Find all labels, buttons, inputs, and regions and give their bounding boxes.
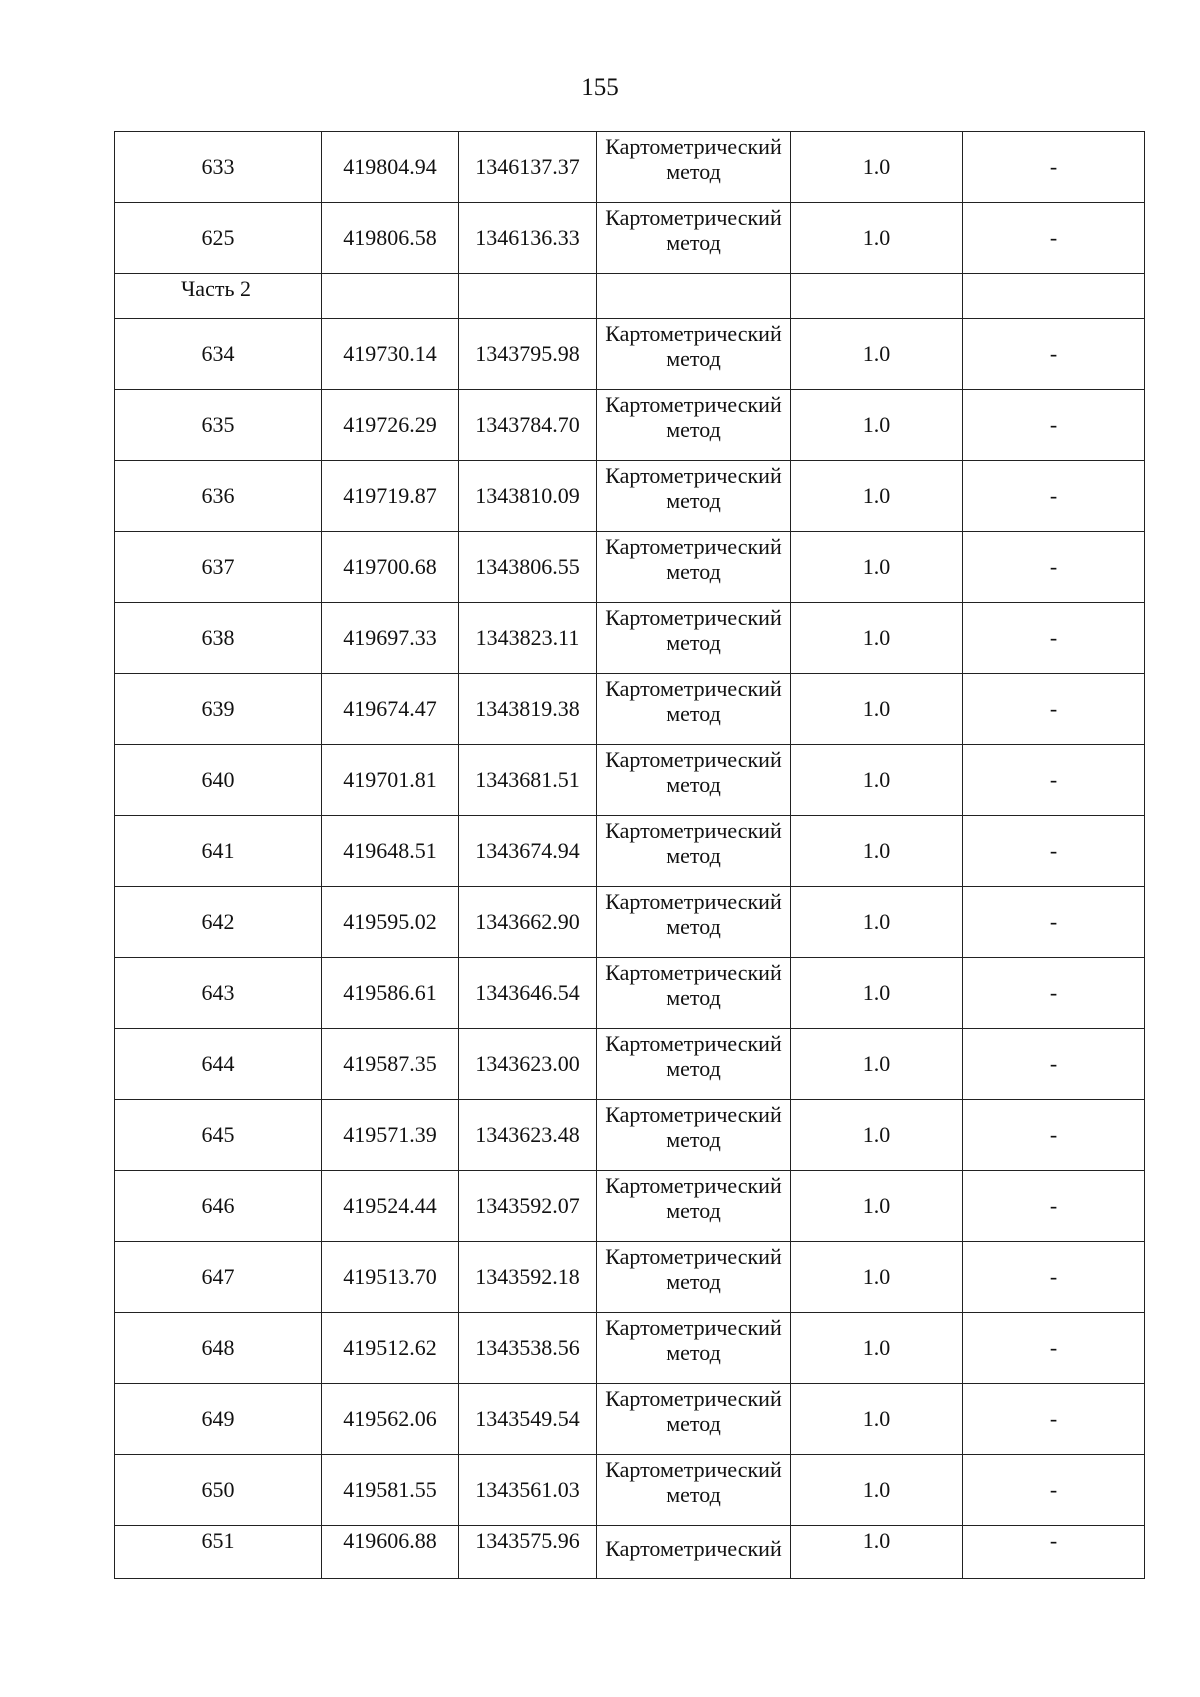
accuracy-cell: 1.0: [791, 132, 963, 203]
method-line-1: Картометрический: [605, 1315, 782, 1340]
note-cell: -: [963, 1171, 1145, 1242]
x-coordinate-cell: 419700.68: [322, 532, 459, 603]
note-cell: -: [963, 203, 1145, 274]
x-coordinate-cell: 419586.61: [322, 958, 459, 1029]
method-line-2: метод: [666, 346, 721, 372]
method-line-1: Картометрический: [605, 534, 782, 559]
x-coordinate-cell: 419806.58: [322, 203, 459, 274]
x-coordinate-cell: 419804.94: [322, 132, 459, 203]
empty-cell: [322, 274, 459, 319]
method-line-1: Картометрический: [605, 818, 782, 843]
note-cell: -: [963, 1100, 1145, 1171]
table-row: [115, 1313, 1145, 1384]
method-line-2: метод: [666, 488, 721, 514]
method-cell: [597, 1526, 791, 1579]
x-coordinate-cell: 419701.81: [322, 745, 459, 816]
accuracy-cell: 1.0: [791, 1029, 963, 1100]
table-row: [115, 816, 1145, 887]
method-cell: [597, 745, 791, 816]
accuracy-cell: 1.0: [791, 461, 963, 532]
x-coordinate-cell: 419595.02: [322, 887, 459, 958]
table-row: [115, 1100, 1145, 1171]
method-line-1: Картометрический: [605, 321, 782, 346]
empty-cell: [791, 274, 963, 319]
point-id-cell: 645: [115, 1100, 322, 1171]
accuracy-cell: 1.0: [791, 745, 963, 816]
accuracy-cell: 1.0: [791, 887, 963, 958]
empty-cell: [963, 274, 1145, 319]
point-id-cell: 637: [115, 532, 322, 603]
y-coordinate-cell: 1343623.48: [459, 1100, 597, 1171]
x-coordinate-cell: 419726.29: [322, 390, 459, 461]
method-line-2: метод: [666, 630, 721, 656]
y-coordinate-cell: 1343823.11: [459, 603, 597, 674]
method-line-2: метод: [666, 1198, 721, 1224]
x-coordinate-cell: 419512.62: [322, 1313, 459, 1384]
method-line-1: Картометрический: [605, 676, 782, 701]
y-coordinate-cell: 1343795.98: [459, 319, 597, 390]
method-cell: [597, 1455, 791, 1526]
y-coordinate-cell: 1343662.90: [459, 887, 597, 958]
method-line-1: Картометрический: [605, 392, 782, 417]
table-row: [115, 958, 1145, 1029]
point-id-cell: 648: [115, 1313, 322, 1384]
note-cell: -: [963, 674, 1145, 745]
page-number: 155: [581, 74, 619, 101]
note-cell: -: [963, 745, 1145, 816]
method-line-1: Картометрический: [605, 205, 782, 230]
method-cell: [597, 461, 791, 532]
method-line-1: Картометрический: [605, 463, 782, 488]
table-row: [115, 1242, 1145, 1313]
table-row: [115, 745, 1145, 816]
method-line-1: Картометрический: [605, 134, 782, 159]
point-id-cell: 640: [115, 745, 322, 816]
part-label: Часть 2: [115, 274, 322, 319]
x-coordinate-cell: 419562.06: [322, 1384, 459, 1455]
method-line-1: Картометрический: [605, 1173, 782, 1198]
point-id-cell: 651: [115, 1526, 322, 1579]
note-cell: -: [963, 1313, 1145, 1384]
note-cell: -: [963, 461, 1145, 532]
accuracy-cell: 1.0: [791, 958, 963, 1029]
table-row: [115, 132, 1145, 203]
method-line-2: метод: [666, 1056, 721, 1082]
method-cell: [597, 1171, 791, 1242]
method-cell: [597, 319, 791, 390]
point-id-cell: 634: [115, 319, 322, 390]
table-body: [115, 132, 1145, 1579]
point-id-cell: 633: [115, 132, 322, 203]
method-line-1: Картометрический: [605, 889, 782, 914]
note-cell: -: [963, 603, 1145, 674]
table-row: [115, 674, 1145, 745]
point-id-cell: 625: [115, 203, 322, 274]
method-line-2: метод: [666, 914, 721, 940]
y-coordinate-cell: 1343592.18: [459, 1242, 597, 1313]
method-line-1: Картометрический: [605, 1031, 782, 1056]
note-cell: -: [963, 319, 1145, 390]
method-line-1: Картометрический: [605, 1386, 782, 1411]
x-coordinate-cell: 419674.47: [322, 674, 459, 745]
method-line-2: метод: [666, 1269, 721, 1295]
y-coordinate-cell: 1343681.51: [459, 745, 597, 816]
method-line-2: метод: [666, 1127, 721, 1153]
x-coordinate-cell: 419571.39: [322, 1100, 459, 1171]
method-line-2: метод: [666, 843, 721, 869]
method-cell: [597, 958, 791, 1029]
empty-cell: [597, 274, 791, 319]
accuracy-cell: 1.0: [791, 390, 963, 461]
x-coordinate-cell: 419648.51: [322, 816, 459, 887]
accuracy-cell: 1.0: [791, 816, 963, 887]
table-row: [115, 603, 1145, 674]
method-cell: [597, 1242, 791, 1313]
method-line-1: Картометрический: [605, 960, 782, 985]
accuracy-cell: 1.0: [791, 319, 963, 390]
note-cell: -: [963, 1242, 1145, 1313]
accuracy-cell: 1.0: [791, 1313, 963, 1384]
accuracy-cell: 1.0: [791, 1455, 963, 1526]
method-line-1: Картометрический: [605, 1536, 782, 1561]
x-coordinate-cell: 419730.14: [322, 319, 459, 390]
note-cell: -: [963, 1029, 1145, 1100]
point-id-cell: 641: [115, 816, 322, 887]
method-cell: [597, 132, 791, 203]
method-cell: [597, 816, 791, 887]
accuracy-cell: 1.0: [791, 1384, 963, 1455]
x-coordinate-cell: 419697.33: [322, 603, 459, 674]
accuracy-cell: 1.0: [791, 1526, 963, 1579]
y-coordinate-cell: 1343806.55: [459, 532, 597, 603]
method-line-1: Картометрический: [605, 1102, 782, 1127]
method-line-2: метод: [666, 417, 721, 443]
table-row: [115, 203, 1145, 274]
method-cell: [597, 532, 791, 603]
method-cell: [597, 390, 791, 461]
note-cell: -: [963, 390, 1145, 461]
accuracy-cell: 1.0: [791, 1171, 963, 1242]
table-row: [115, 1384, 1145, 1455]
point-id-cell: 642: [115, 887, 322, 958]
point-id-cell: 649: [115, 1384, 322, 1455]
table-row: [115, 1029, 1145, 1100]
table-row: [115, 887, 1145, 958]
note-cell: -: [963, 1526, 1145, 1579]
table-row: [115, 1455, 1145, 1526]
note-cell: -: [963, 1455, 1145, 1526]
method-cell: [597, 1384, 791, 1455]
method-line-1: Картометрический: [605, 605, 782, 630]
part-header-row: [115, 274, 1145, 319]
point-id-cell: 643: [115, 958, 322, 1029]
accuracy-cell: 1.0: [791, 603, 963, 674]
accuracy-cell: 1.0: [791, 674, 963, 745]
y-coordinate-cell: 1343538.56: [459, 1313, 597, 1384]
method-line-2: метод: [666, 985, 721, 1011]
empty-cell: [459, 274, 597, 319]
accuracy-cell: 1.0: [791, 532, 963, 603]
method-line-2: метод: [666, 1411, 721, 1437]
point-id-cell: 635: [115, 390, 322, 461]
table-row: [115, 532, 1145, 603]
method-line-2: метод: [666, 159, 721, 185]
point-id-cell: 638: [115, 603, 322, 674]
point-id-cell: 647: [115, 1242, 322, 1313]
method-line-1: Картометрический: [605, 1457, 782, 1482]
y-coordinate-cell: 1343592.07: [459, 1171, 597, 1242]
note-cell: -: [963, 1384, 1145, 1455]
point-id-cell: 646: [115, 1171, 322, 1242]
accuracy-cell: 1.0: [791, 1242, 963, 1313]
y-coordinate-cell: 1343810.09: [459, 461, 597, 532]
method-line-2: метод: [666, 701, 721, 727]
table-row: [115, 1171, 1145, 1242]
table-row: [115, 390, 1145, 461]
y-coordinate-cell: 1343674.94: [459, 816, 597, 887]
y-coordinate-cell: 1343784.70: [459, 390, 597, 461]
method-line-2: метод: [666, 559, 721, 585]
note-cell: -: [963, 958, 1145, 1029]
y-coordinate-cell: 1343575.96: [459, 1526, 597, 1579]
table-row: [115, 319, 1145, 390]
table-row: [115, 1526, 1145, 1579]
y-coordinate-cell: 1343623.00: [459, 1029, 597, 1100]
method-line-1: Картометрический: [605, 1244, 782, 1269]
y-coordinate-cell: 1346137.37: [459, 132, 597, 203]
y-coordinate-cell: 1343646.54: [459, 958, 597, 1029]
method-cell: [597, 203, 791, 274]
x-coordinate-cell: 419581.55: [322, 1455, 459, 1526]
y-coordinate-cell: 1343819.38: [459, 674, 597, 745]
point-id-cell: 650: [115, 1455, 322, 1526]
point-id-cell: 644: [115, 1029, 322, 1100]
accuracy-cell: 1.0: [791, 203, 963, 274]
method-line-1: Картометрический: [605, 747, 782, 772]
method-cell: [597, 1313, 791, 1384]
y-coordinate-cell: 1343549.54: [459, 1384, 597, 1455]
point-id-cell: 636: [115, 461, 322, 532]
note-cell: -: [963, 887, 1145, 958]
note-cell: -: [963, 816, 1145, 887]
y-coordinate-cell: 1346136.33: [459, 203, 597, 274]
table-row: [115, 461, 1145, 532]
method-line-2: метод: [666, 230, 721, 256]
method-line-2: метод: [666, 1340, 721, 1366]
x-coordinate-cell: 419606.88: [322, 1526, 459, 1579]
method-cell: [597, 887, 791, 958]
x-coordinate-cell: 419513.70: [322, 1242, 459, 1313]
note-cell: -: [963, 532, 1145, 603]
note-cell: -: [963, 132, 1145, 203]
y-coordinate-cell: 1343561.03: [459, 1455, 597, 1526]
x-coordinate-cell: 419719.87: [322, 461, 459, 532]
method-line-2: метод: [666, 772, 721, 798]
method-cell: [597, 1100, 791, 1171]
method-cell: [597, 603, 791, 674]
point-id-cell: 639: [115, 674, 322, 745]
method-cell: [597, 1029, 791, 1100]
coordinates-table: [114, 131, 1145, 1579]
method-cell: [597, 674, 791, 745]
x-coordinate-cell: 419524.44: [322, 1171, 459, 1242]
x-coordinate-cell: 419587.35: [322, 1029, 459, 1100]
accuracy-cell: 1.0: [791, 1100, 963, 1171]
method-line-2: метод: [666, 1482, 721, 1508]
